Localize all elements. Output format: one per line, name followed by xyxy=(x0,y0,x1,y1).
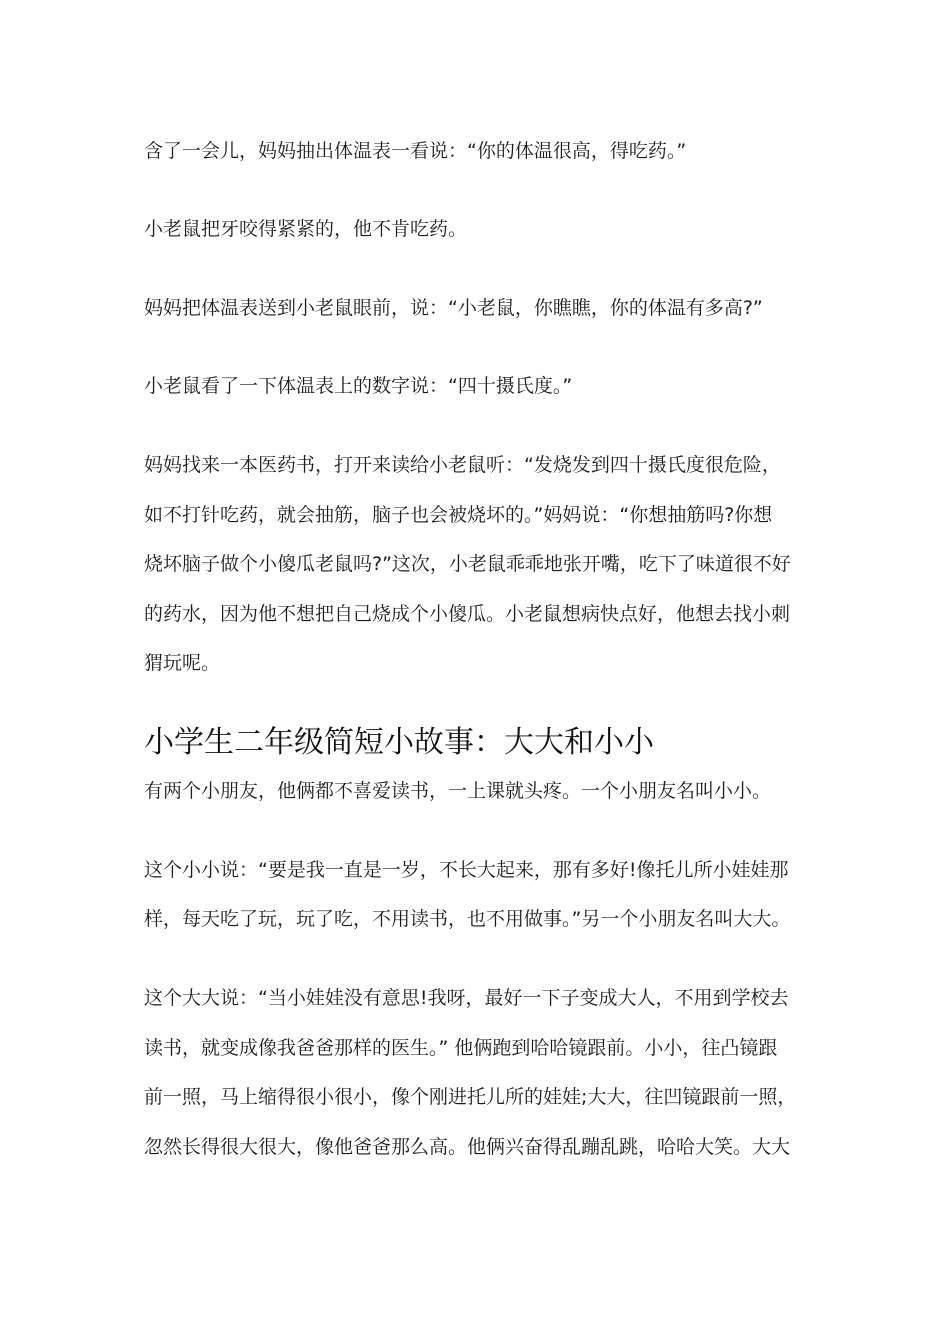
story2-paragraph-2-line-1: 这个小小说：“要是我一直是一岁，不长大起来，那有多好!像托儿所小娃娃那 xyxy=(144,859,789,881)
story2-paragraph-1-line-1: 有两个小朋友，他俩都不喜爱读书，一上课就头疼。一个小朋友名叫小小。 xyxy=(144,780,772,802)
story1-paragraph-2-line-1: 小老鼠把牙咬得紧紧的，他不肯吃药。 xyxy=(144,218,468,240)
story2-title: 小学生二年级简短小故事：大大和小小 xyxy=(144,725,654,760)
story1-paragraph-4-line-1: 小老鼠看了一下体温表上的数字说：“四十摄氏度。” xyxy=(144,375,573,397)
story2-paragraph-3-line-1: 这个大大说：“当小娃娃没有意思!我呀，最好一下子变成大人，不用到学校去 xyxy=(144,987,789,1009)
story2-paragraph-3-line-3: 前一照，马上缩得很小很小，像个刚进托儿所的娃娃;大大，往凹镜跟前一照， xyxy=(144,1086,797,1108)
story2-paragraph-2-line-2: 样，每天吃了玩，玩了吃，不用读书，也不用做事。”另一个小朋友名叫大大。 xyxy=(144,908,791,930)
story1-paragraph-5-line-2: 如不打针吃药，就会抽筋，脑子也会被烧坏的。”妈妈说：“你想抽筋吗?你想 xyxy=(144,504,773,526)
story2-paragraph-3-line-2: 读书，就变成像我爸爸那样的医生。” 他俩跑到哈哈镜跟前。小小，往凸镜跟 xyxy=(144,1037,778,1059)
story1-paragraph-5-line-1: 妈妈找来一本医药书，打开来读给小老鼠听：“发烧发到四十摄氏度很危险， xyxy=(144,454,781,476)
story1-paragraph-5-line-5: 猬玩呢。 xyxy=(144,652,221,674)
story2-paragraph-3-line-4: 忽然长得很大很大，像他爸爸那么高。他俩兴奋得乱蹦乱跳，哈哈大笑。大大 xyxy=(144,1136,791,1158)
story1-paragraph-5-line-4: 的药水，因为他不想把自己烧成个小傻瓜。小老鼠想病快点好，他想去找小刺 xyxy=(144,603,791,625)
story1-paragraph-3-line-1: 妈妈把体温表送到小老鼠眼前，说：“小老鼠，你瞧瞧，你的体温有多高?” xyxy=(144,297,763,319)
story1-paragraph-1-line-1: 含了一会儿，妈妈抽出体温表一看说：“你的体温很高，得吃药。” xyxy=(144,140,687,162)
story1-paragraph-5-line-3: 烧坏脑子做个小傻瓜老鼠吗?”这次，小老鼠乖乖地张开嘴，吃下了味道很不好 xyxy=(144,553,791,575)
